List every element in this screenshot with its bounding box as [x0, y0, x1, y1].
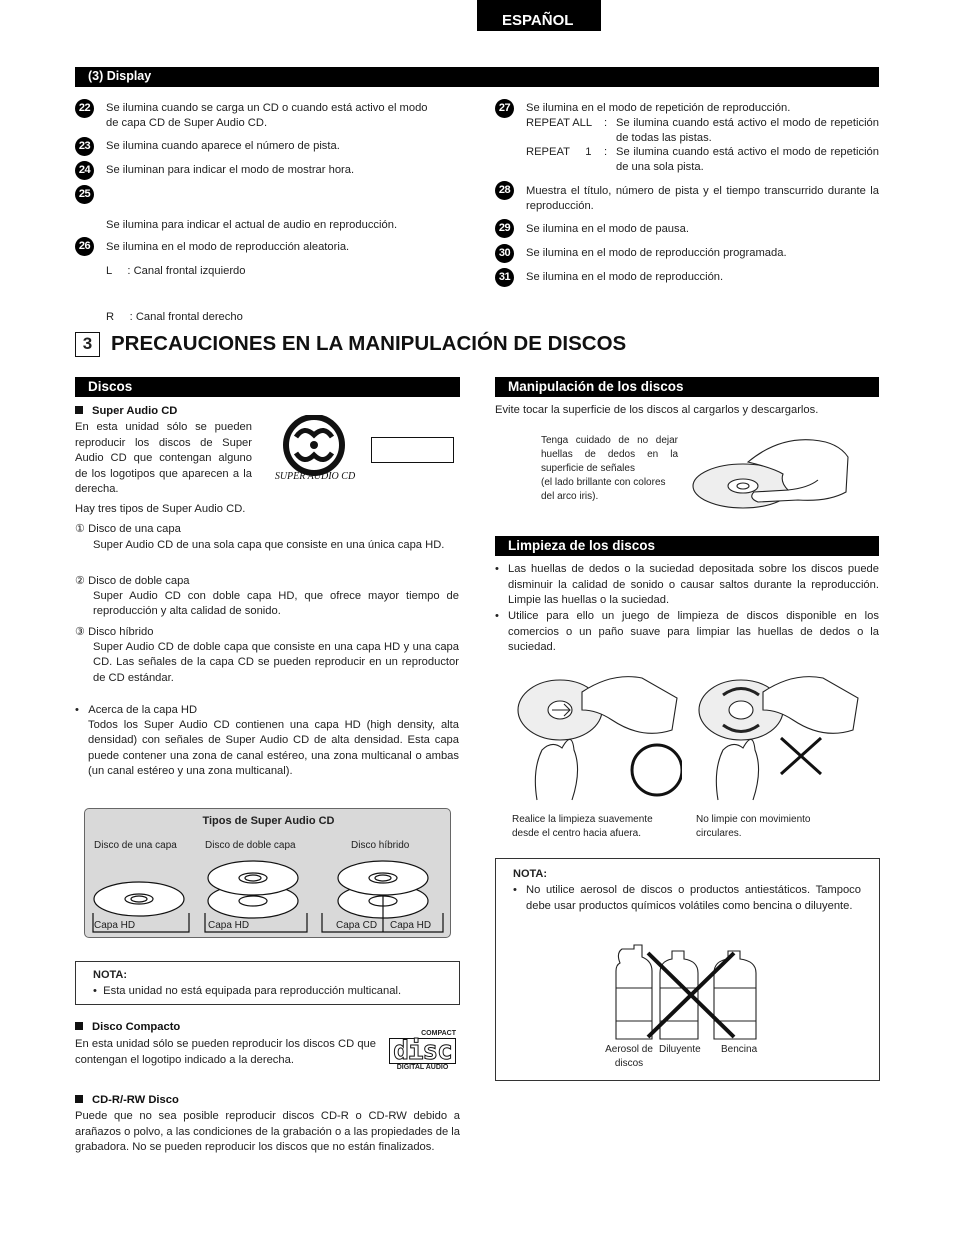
- item-text-31: Se ilumina en el modo de reproducción.: [526, 271, 724, 283]
- type2-text: Super Audio CD con doble capa HD, que ofrece mayor tiempo de reproducción y alta calidad de sonido.: [93, 590, 459, 618]
- item-number-23: 23: [75, 137, 94, 156]
- cd-heading-label: Disco Compacto: [92, 1021, 181, 1033]
- repeat-1-separator: :: [604, 146, 608, 158]
- hd-title-label: Acerca de la capa HD: [88, 704, 198, 716]
- bullet-dot: •: [495, 563, 499, 575]
- sacd-text: En esta unidad sólo se pueden reproducir los discos de Super Audio CD que contengan alguno de los logotipos que aparecen a la derecha.: [75, 421, 252, 496]
- hand-holding-disc-icon: [688, 432, 854, 514]
- sacd-logo-text: SUPER AUDIO CD: [274, 471, 356, 482]
- nota-title: NOTA:: [93, 969, 128, 981]
- bullet-dot: •: [495, 610, 499, 622]
- square-bullet-icon: [75, 406, 83, 414]
- nota-text: No utilice aerosol de discos o productos antiestáticos. Tampoco debe usar productos químicos volátiles como bencina o diluyente.: [526, 884, 861, 912]
- repeat-1-text: Se ilumina cuando está activo el modo de repetición de una sola pista.: [616, 146, 879, 174]
- repeat-all-label: REPEAT ALL: [526, 117, 593, 129]
- item-number-25: 25: [75, 185, 94, 204]
- hd-text: Todos los Super Audio CD contienen una capa HD (high density, alta densidad) con señales de Super Audio CD de alta densidad. Esta capa puede contener una zona de canal estéreo, una zona multicanal o ambas (un canal estéreo y una zona multicanal).: [88, 719, 459, 778]
- limpieza-bullet-2: Utilice para ello un juego de limpieza de discos disponible en los comercios o un paño suave para limpiar las huellas de dedos o la suciedad.: [508, 610, 879, 654]
- type3-text: Super Audio CD de doble capa que consiste en una capa HD y una capa CD. Las señales de la capa CD se pueden reproducir en un reproductor de CD estándar.: [93, 641, 459, 684]
- layer-label-3a: Capa CD: [336, 920, 378, 931]
- limpieza-bullet-1: Las huellas de dedos o la suciedad depositada sobre los discos puede disminuir la calidad de sonido o causar saltos durante la reproducción. Limpie las huellas o la suciedad.: [508, 563, 879, 607]
- caption-line: (el lado brillante con colores del arco iris).: [541, 477, 666, 502]
- three-types-text: Hay tres tipos de Super Audio CD.: [75, 503, 246, 515]
- item-text-23: Se ilumina cuando aparece el número de pista.: [106, 140, 340, 152]
- compact-disc-logo: [389, 1030, 456, 1072]
- sacd-logo: [266, 415, 364, 487]
- incorrect-cleaning-icon: [693, 670, 863, 808]
- types-title: Tipos de Super Audio CD: [202, 815, 335, 827]
- item-number-26: 26: [75, 237, 94, 256]
- hd-title: • Acerca de la capa HD: [75, 704, 198, 716]
- logo-placeholder-box: [371, 437, 454, 463]
- cd-heading: [75, 1020, 180, 1035]
- type2-title: ② Disco de doble capa: [75, 575, 190, 587]
- square-bullet-icon: [75, 1022, 83, 1030]
- item-number-29: 29: [495, 219, 514, 238]
- nota-box-multichannel: [75, 961, 460, 1005]
- item-text-22: [106, 101, 462, 132]
- cd-logo-top: COMPACT: [421, 1030, 456, 1037]
- cdr-heading-label: CD-R/-RW Disco: [92, 1094, 179, 1106]
- item-text-24: Se iluminan para indicar el modo de mostrar hora.: [106, 164, 355, 176]
- nota-title: NOTA:: [513, 868, 548, 880]
- item-line: Se ilumina cuando se carga un CD o cuando está activo el modo: [106, 102, 428, 114]
- cdr-text: Puede que no sea posible reproducir discos CD-R o CD-RW debido a arañazos o polvo, a las condiciones de la grabación o a las propiedades de la grabadora. No se pueden reproducir los discos que no están finalizados.: [75, 1110, 460, 1154]
- manipulacion-intro: Evite tocar la superficie de los discos al cargarlos y descargarlos.: [495, 404, 819, 416]
- caption-correct: Realice la limpieza suavemente desde el centro hacia afuera.: [512, 814, 653, 839]
- item-text-30: Se ilumina en el modo de reproducción programada.: [526, 247, 787, 259]
- cdr-heading: [75, 1093, 179, 1108]
- types-col3: Disco híbrido: [351, 840, 410, 851]
- item-number-31: 31: [495, 268, 514, 287]
- bottle-label-3: Bencina: [721, 1044, 758, 1055]
- cd-text: En esta unidad sólo se pueden reproducir los discos CD que contengan el logotipo indicado a la derecha.: [75, 1038, 376, 1066]
- section-title: PRECAUCIONES EN LA MANIPULACIÓN DE DISCOS: [111, 332, 627, 355]
- square-bullet-icon: [75, 1095, 83, 1103]
- caption-incorrect: No limpie con movimiento circulares.: [696, 814, 811, 839]
- item-text-29: Se ilumina en el modo de pausa.: [526, 223, 689, 235]
- bullet-dot: •: [513, 884, 517, 896]
- repeat-all-separator: :: [604, 117, 608, 129]
- sacd-heading: [75, 404, 177, 419]
- item-line: R : Canal frontal derecho: [106, 311, 243, 324]
- manipulacion-caption: [541, 434, 678, 504]
- item-text-26: Se ilumina en el modo de reproducción aleatoria.: [106, 241, 350, 253]
- type3-title: ③ Disco híbrido: [75, 626, 154, 638]
- bottle-label-1: Aerosol de discos: [605, 1044, 653, 1069]
- layer-label-2: Capa HD: [208, 920, 250, 931]
- limpieza-bar: Limpieza de los discos: [495, 536, 879, 556]
- item-number-24: 24: [75, 161, 94, 180]
- section-number: 3: [75, 332, 100, 357]
- sacd-types-figure: [84, 808, 451, 938]
- repeat-1-label: REPEAT 1: [526, 146, 592, 158]
- sacd-heading-label: Super Audio CD: [92, 405, 178, 417]
- nota-box-chemicals: [495, 858, 880, 1081]
- discos-bar: Discos: [75, 377, 460, 397]
- item-line: L : Canal frontal izquierdo: [106, 265, 246, 278]
- item-text-28: Muestra el título, número de pista y el tiempo transcurrido durante la reproducción.: [526, 185, 879, 213]
- correct-cleaning-icon: [512, 670, 682, 808]
- item-number-27: 27: [495, 99, 514, 118]
- chemical-bottles-icon: [608, 943, 768, 1043]
- cd-logo-mid: disc: [389, 1038, 456, 1064]
- item-number-28: 28: [495, 181, 514, 200]
- nota-text-label: Esta unidad no está equipada para reproducción multicanal.: [103, 985, 402, 997]
- cd-logo-bottom: DIGITAL AUDIO: [396, 1064, 449, 1071]
- item-number-22: 22: [75, 99, 94, 118]
- type1-title: ① Disco de una capa: [75, 523, 181, 535]
- item-number-30: 30: [495, 244, 514, 263]
- item-text-25: [106, 187, 462, 341]
- item-line: de capa CD de Super Audio CD.: [106, 117, 268, 130]
- item-text-27: Se ilumina en el modo de repetición de reproducción.: [526, 102, 791, 114]
- repeat-all-text: Se ilumina cuando está activo el modo de repetición de todas las pistas.: [616, 117, 879, 145]
- types-col1: Disco de una capa: [94, 840, 177, 851]
- types-col2: Disco de doble capa: [205, 840, 296, 851]
- nota-text: • Esta unidad no está equipada para reproducción multicanal.: [93, 985, 402, 997]
- manipulacion-bar: Manipulación de los discos: [495, 377, 879, 397]
- caption-line: Tenga cuidado de no dejar huellas de dedos en la superficie de señales: [541, 435, 678, 474]
- item-line: Se ilumina para indicar el actual de audio en reproducción.: [106, 218, 398, 231]
- type1-text: Super Audio CD de una sola capa que consiste en una única capa HD.: [93, 539, 445, 551]
- layer-label-1: Capa HD: [94, 920, 136, 931]
- layer-label-3b: Capa HD: [390, 920, 432, 931]
- display-section-bar: (3) Display: [75, 67, 879, 87]
- bottle-label-2: Diluyente: [659, 1044, 701, 1055]
- language-tag: ESPAÑOL: [477, 0, 601, 31]
